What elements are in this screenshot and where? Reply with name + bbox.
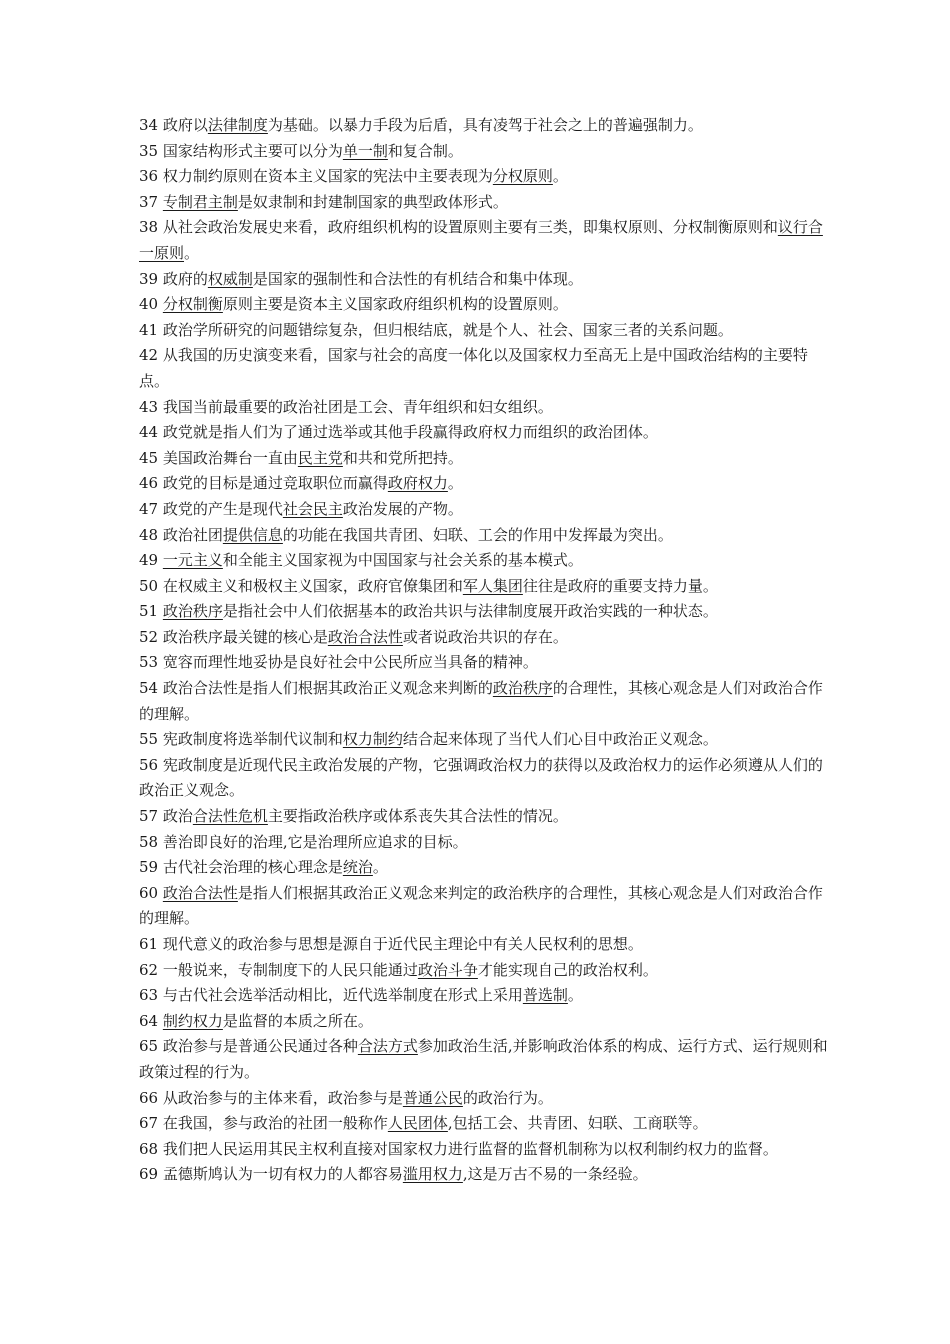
statement-text: 是监督的本质之所在。 xyxy=(222,1011,373,1030)
statement-text: 结合起来体现了当代人们心目中政治正义观念。 xyxy=(402,730,718,749)
answer-term: 普通公民 xyxy=(402,1088,463,1107)
statement-text: 49 xyxy=(139,551,163,570)
question-item xyxy=(139,1162,829,1188)
answer-term: 政治秩序 xyxy=(162,602,223,621)
question-item xyxy=(139,1034,829,1085)
answer-term: 民主党 xyxy=(297,448,343,467)
statement-text: 51 xyxy=(139,602,163,621)
answer-term: 分权制衡 xyxy=(162,295,223,314)
statement-text: 的功能在我国共青团、妇联、工会的作用中发挥最为突出。 xyxy=(282,525,673,544)
answer-term: 政府权力 xyxy=(387,474,448,493)
statement-text: 44 政党就是指人们为了通过选举或其他手段赢得政府权力而组织的政治团体。 xyxy=(139,423,658,442)
answer-term: 政治合法性 xyxy=(162,883,238,902)
answer-term: 专制君主制 xyxy=(162,192,238,211)
statement-text: 才能实现自己的政治权利。 xyxy=(477,960,658,979)
question-item xyxy=(139,548,829,574)
statement-text: 61 现代意义的政治参与思想是源自于近代民主理论中有关人民权利的思想。 xyxy=(139,935,643,953)
statement-text: 63 与古代社会选举活动相比，近代选举制度在形式上采用 xyxy=(139,986,523,1005)
statement-text: 37 xyxy=(139,192,163,211)
statement-text: 参加政治生活,并影响政治体系的构成、运行方式、运行规则和政策过程的行为。 xyxy=(139,1037,828,1081)
statement-text: 58 善治即良好的治理,它是治理所应追求的目标。 xyxy=(139,832,468,851)
question-item xyxy=(139,343,829,394)
question-item xyxy=(139,932,829,958)
statement-text: 67 在我国，参与政治的社团一般称作 xyxy=(139,1114,388,1133)
answer-term: 权威制 xyxy=(207,269,253,288)
question-item xyxy=(139,574,829,600)
answer-term: 一元主义 xyxy=(162,551,223,570)
answer-term: 权力制约 xyxy=(342,730,403,749)
statement-text: 。 xyxy=(372,858,388,877)
answer-term: 人民团体 xyxy=(387,1114,448,1133)
statement-text: 66 从政治参与的主体来看，政治参与是 xyxy=(139,1088,403,1107)
question-item xyxy=(139,676,829,727)
question-item xyxy=(139,625,829,651)
question-item xyxy=(139,1086,829,1112)
answer-term: 政治斗争 xyxy=(417,960,478,979)
question-item xyxy=(139,420,829,446)
answer-term: 分权原则 xyxy=(492,167,553,186)
answer-term: 提供信息 xyxy=(222,525,283,544)
question-item xyxy=(139,139,829,165)
question-item xyxy=(139,983,829,1009)
document-body xyxy=(139,113,829,1188)
answer-term: 单一制 xyxy=(342,141,388,160)
statement-text: 是指社会中人们依据基本的政治共识与法律制度展开政治实践的一种状态。 xyxy=(222,602,718,621)
statement-text: 的合理性，其核心观念是人们对政治合作的理解。 xyxy=(139,679,823,723)
statement-text: 60 xyxy=(139,883,163,902)
question-item xyxy=(139,650,829,676)
question-item xyxy=(139,446,829,472)
answer-term: 滥用权力 xyxy=(402,1165,463,1184)
question-item xyxy=(139,190,829,216)
question-item xyxy=(139,727,829,753)
answer-term: 合法性危机 xyxy=(192,807,268,826)
answer-term: 普选制 xyxy=(522,986,568,1005)
statement-text: 55 宪政制度将选举制代议制和 xyxy=(139,730,343,749)
statement-text: 。 xyxy=(184,243,200,262)
statement-text: ,包括工会、共青团、妇联、工商联等。 xyxy=(447,1114,708,1133)
question-item xyxy=(139,292,829,318)
statement-text: 34 政府以 xyxy=(139,116,208,134)
statement-text: 43 我国当前最重要的政治社团是工会、青年组织和妇女组织。 xyxy=(139,397,553,416)
statement-text: 54 政治合法性是指人们根据其政治正义观念来判断的 xyxy=(139,679,493,698)
statement-text: 往往是政府的重要支持力量。 xyxy=(522,576,718,595)
statement-text: 。 xyxy=(567,986,583,1005)
statement-text: 57 政治 xyxy=(139,807,193,826)
answer-term: 法律制度 xyxy=(207,116,268,134)
question-item xyxy=(139,599,829,625)
statement-text: 64 xyxy=(139,1011,163,1030)
answer-term: 议行合一原则 xyxy=(139,218,823,262)
statement-text: 和共和党所把持。 xyxy=(342,448,463,467)
statement-text: 和全能主义国家视为中国国家与社会关系的基本模式。 xyxy=(222,551,583,570)
statement-text: 65 政治参与是普通公民通过各种 xyxy=(139,1037,358,1056)
answer-term: 政治合法性 xyxy=(327,627,403,646)
statement-text: 53 宽容而理性地妥协是良好社会中公民所应当具备的精神。 xyxy=(139,653,538,672)
question-item xyxy=(139,855,829,881)
question-item xyxy=(139,958,829,984)
statement-text: 主要指政治秩序或体系丧失其合法性的情况。 xyxy=(267,807,568,826)
statement-text: 和复合制。 xyxy=(387,141,463,160)
statement-text: 为基础。以暴力手段为后盾，具有凌驾于社会之上的普遍强制力。 xyxy=(267,116,703,134)
statement-text: 52 政治秩序最关键的核心是 xyxy=(139,627,328,646)
statement-text: 是国家的强制性和合法性的有机结合和集中体现。 xyxy=(252,269,583,288)
question-item xyxy=(139,215,829,266)
answer-term: 军人集团 xyxy=(462,576,523,595)
statement-text: 46 政党的目标是通过竞取职位而赢得 xyxy=(139,474,388,493)
question-item xyxy=(139,753,829,804)
statement-text: 59 古代社会治理的核心理念是 xyxy=(139,858,343,877)
statement-text: 68 我们把人民运用其民主权利直接对国家权力进行监督的监督机制称为以权利制约权力的监督。 xyxy=(139,1139,778,1158)
statement-text: 原则主要是资本主义国家政府组织机构的设置原则。 xyxy=(222,295,568,314)
answer-term: 社会民主 xyxy=(282,499,343,518)
statement-text: 40 xyxy=(139,295,163,314)
statement-text: 36 权力制约原则在资本主义国家的宪法中主要表现为 xyxy=(139,167,493,186)
question-item xyxy=(139,1009,829,1035)
statement-text: 47 政党的产生是现代 xyxy=(139,499,283,518)
answer-term: 政治秩序 xyxy=(492,679,553,698)
question-item xyxy=(139,804,829,830)
statement-text: 48 政治社团 xyxy=(139,525,223,544)
statement-text: 39 政府的 xyxy=(139,269,208,288)
question-item xyxy=(139,881,829,932)
statement-text: 45 美国政治舞台一直由 xyxy=(139,448,298,467)
statement-text: 或者说政治共识的存在。 xyxy=(402,627,568,646)
statement-text: 。 xyxy=(552,167,568,186)
statement-text: 。 xyxy=(447,474,463,493)
question-item xyxy=(139,395,829,421)
statement-text: 41 政治学所研究的问题错综复杂，但归根结底，就是个人、社会、国家三者的关系问题。 xyxy=(139,320,733,339)
statement-text: 政治发展的产物。 xyxy=(342,499,463,518)
question-item xyxy=(139,830,829,856)
question-item xyxy=(139,318,829,344)
question-item xyxy=(139,164,829,190)
statement-text: 35 国家结构形式主要可以分为 xyxy=(139,141,343,160)
question-item xyxy=(139,1137,829,1163)
answer-term: 制约权力 xyxy=(162,1011,223,1030)
question-item xyxy=(139,471,829,497)
answer-term: 合法方式 xyxy=(357,1037,418,1056)
statement-text: 的政治行为。 xyxy=(462,1088,553,1107)
question-item xyxy=(139,113,829,139)
statement-text: ,这是万古不易的一条经验。 xyxy=(462,1165,648,1184)
question-item xyxy=(139,267,829,293)
question-item xyxy=(139,497,829,523)
question-item xyxy=(139,1111,829,1137)
answer-term: 统治 xyxy=(342,858,373,877)
statement-text: 50 在权威主义和极权主义国家，政府官僚集团和 xyxy=(139,576,463,595)
statement-text: 69 孟德斯鸠认为一切有权力的人都容易 xyxy=(139,1165,403,1184)
statement-text: 是奴隶制和封建制国家的典型政体形式。 xyxy=(237,192,508,211)
statement-text: 38 从社会政治发展史来看，政府组织机构的设置原则主要有三类，即集权原则、分权制衡原则和 xyxy=(139,218,778,237)
question-item xyxy=(139,523,829,549)
statement-text: 62 一般说来，专制制度下的人民只能通过 xyxy=(139,960,418,979)
statement-text: 42 从我国的历史演变来看，国家与社会的高度一体化以及国家权力至高无上是中国政治结构的主要特点。 xyxy=(139,346,808,390)
statement-text: 56 宪政制度是近现代民主政治发展的产物，它强调政治权力的获得以及政治权力的运作必须遵从人们的政治正义观念。 xyxy=(139,755,823,800)
statement-text: 是指人们根据其政治正义观念来判定的政治秩序的合理性，其核心观念是人们对政治合作的理解。 xyxy=(139,883,823,928)
